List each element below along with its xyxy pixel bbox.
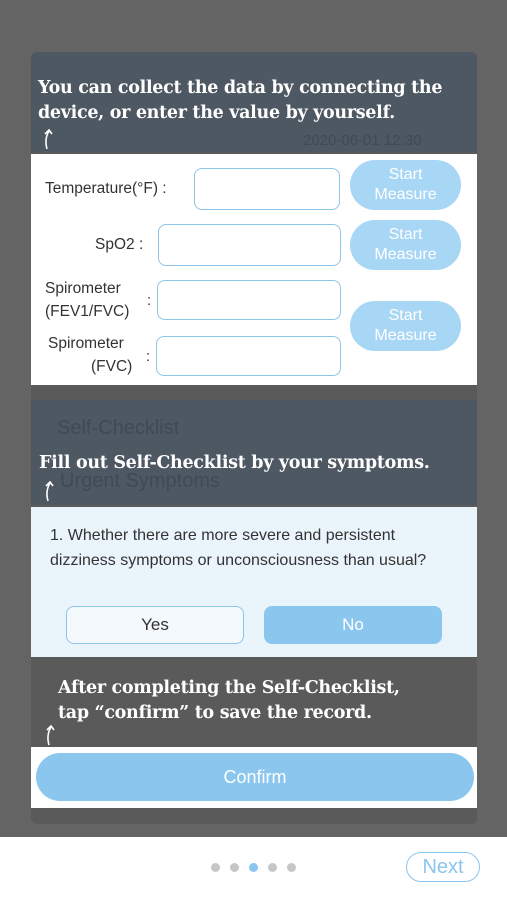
page-dot [287, 863, 296, 872]
start-measure-spirometer-button[interactable]: Start Measure [350, 301, 461, 351]
tutorial-footer [0, 837, 507, 900]
fev-colon: : [147, 292, 152, 309]
page-dot [268, 863, 277, 872]
confirm-button[interactable]: Confirm [36, 753, 474, 801]
tip-confirm-line-2: tap “confirm” to save the record. [58, 703, 372, 723]
spo2-input[interactable] [158, 224, 341, 266]
yes-button[interactable]: Yes [66, 606, 244, 644]
fvc-label: Spirometer (FVC) [48, 335, 133, 375]
start-measure-spo2-button[interactable]: Start Measure [350, 220, 461, 270]
start-measure-temperature-button[interactable]: Start Measure [350, 160, 461, 210]
tip-collect-line-1: You can collect the data by connecting the [38, 78, 443, 98]
question-text: 1. Whether there are more severe and persistent dizziness symptoms or unconsciousness than usual? [50, 527, 427, 569]
record-timestamp: 2020-06-01 12:30 [303, 132, 422, 149]
next-button[interactable]: Next [406, 852, 480, 882]
curved-arrow-icon [44, 724, 58, 746]
fev-label: Spirometer (FEV1/FVC) [45, 280, 130, 320]
curved-arrow-icon [43, 480, 57, 502]
tip-confirm [58, 676, 400, 726]
curved-arrow-icon [42, 128, 56, 150]
page-dot [211, 863, 220, 872]
tip-checklist: Fill out Self-Checklist by your symptoms. [39, 453, 430, 473]
temperature-input[interactable] [194, 168, 340, 210]
confirm-panel [31, 747, 477, 808]
tip-collect-line-2: device, or enter the value by yourself. [38, 103, 395, 123]
temperature-label: Temperature(°F) : [45, 180, 167, 197]
tip-confirm-line-1: After completing the Self-Checklist, [58, 678, 400, 698]
spo2-label: SpO2 : [95, 236, 144, 253]
measure-panel [31, 154, 477, 385]
page-dot [249, 863, 258, 872]
tip-collect [38, 76, 442, 126]
no-button[interactable]: No [264, 606, 442, 644]
fvc-input[interactable] [156, 336, 341, 376]
fvc-colon: : [146, 348, 151, 365]
checklist-section: Urgent Symptoms [60, 470, 221, 492]
checklist-title: Self-Checklist [57, 417, 180, 439]
fev-input[interactable] [157, 280, 341, 320]
page-dot [230, 863, 239, 872]
question-panel [31, 507, 477, 657]
